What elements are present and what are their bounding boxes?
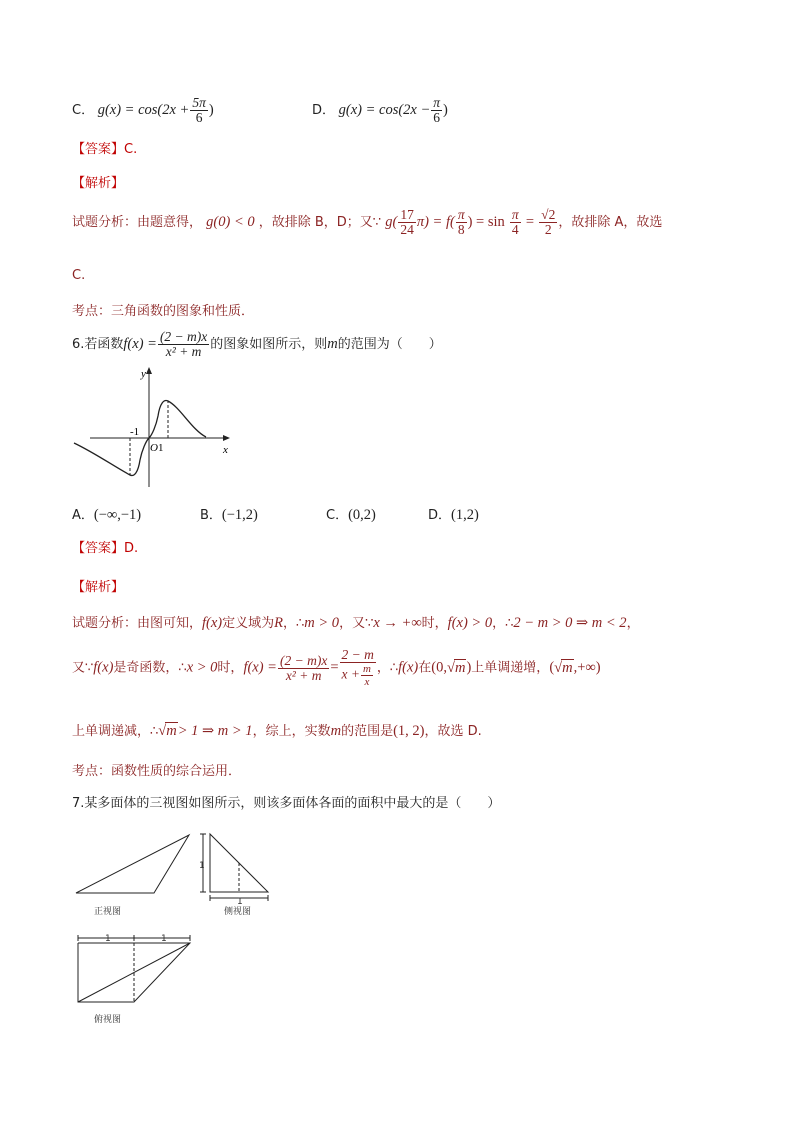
option-value: (−1,2) bbox=[221, 507, 258, 523]
q5-analysis bbox=[72, 208, 662, 237]
frac-den: x² + m bbox=[285, 667, 322, 683]
option-label: C． bbox=[326, 508, 349, 523]
frac-num: 5π bbox=[192, 95, 206, 110]
q5-option-c bbox=[72, 96, 214, 125]
top-dim-label-left: 1 bbox=[105, 934, 111, 944]
analysis-text: ，故选 D. bbox=[424, 724, 482, 739]
q6-analysis-line1 bbox=[72, 612, 640, 632]
analysis-text: 试题分析：由图可知， bbox=[72, 616, 203, 631]
analysis-text: ，∴ bbox=[283, 616, 305, 631]
frac-num: π bbox=[433, 95, 441, 110]
q5-answer bbox=[72, 138, 137, 157]
option-c-label: C． bbox=[72, 102, 95, 118]
side-height-label: 1 bbox=[199, 861, 205, 871]
option-d-frac bbox=[431, 96, 442, 125]
analysis-text: ，∴ bbox=[492, 616, 514, 631]
frac-num: m bbox=[362, 663, 371, 675]
q5-analysis-line2: C. bbox=[72, 268, 86, 283]
frac-den: x² + m bbox=[165, 344, 202, 359]
stem-frac bbox=[158, 330, 209, 359]
analysis-math: f(x) bbox=[93, 659, 114, 676]
frac-den bbox=[340, 663, 376, 688]
frac-den: 24 bbox=[400, 222, 414, 237]
option-d-label: D． bbox=[312, 102, 336, 118]
analysis-math: f(x) bbox=[202, 615, 223, 631]
option-c-lhs: g(x) = cos(2x + bbox=[97, 101, 190, 118]
q7-front-view bbox=[72, 830, 194, 920]
q7-stem: 7.某多面体的三视图如图所示，则该多面体各面的面积中最大的是（ ） bbox=[72, 796, 501, 811]
analysis-math: g(0) < 0 bbox=[206, 214, 255, 230]
analysis-math: R bbox=[274, 615, 284, 631]
q6-analysis-line3 bbox=[72, 720, 482, 740]
one-label: 1 bbox=[158, 442, 164, 454]
stem-text: 的图象如图所示，则 bbox=[210, 337, 328, 352]
q6-option-b bbox=[200, 504, 258, 524]
frac-num: π bbox=[511, 207, 519, 222]
analysis-math: ) bbox=[466, 659, 472, 676]
analysis-text: ，综上，实数 bbox=[252, 724, 331, 739]
analysis-math: π) = f( bbox=[416, 214, 455, 230]
analysis-math: x > 0 bbox=[186, 659, 218, 676]
analysis-text: 试题分析：由题意得， bbox=[72, 215, 203, 230]
analysis-math: f(x) bbox=[398, 659, 419, 676]
analysis-text: ，又∵ bbox=[339, 616, 374, 631]
analysis-math: = bbox=[525, 214, 535, 230]
analysis-math: (0, bbox=[431, 659, 447, 676]
q6-kaodian: 考点：函数性质的综合运用． bbox=[72, 764, 242, 779]
analysis-text: 时， bbox=[421, 616, 448, 631]
front-view-triangle bbox=[76, 835, 189, 893]
analysis-text: ， bbox=[626, 616, 640, 631]
frac-num: 2 − m bbox=[341, 647, 374, 662]
answer-tag: 【答案】 bbox=[72, 541, 125, 556]
stem-math: f(x) = bbox=[123, 336, 157, 352]
q6-analysis-line2 bbox=[72, 648, 601, 688]
x-label: x bbox=[223, 444, 228, 456]
option-value: (−∞,−1) bbox=[93, 507, 142, 523]
q6-analysis-tag: 【解析】 bbox=[72, 580, 125, 595]
q6-option-d bbox=[428, 504, 479, 524]
stem-text: 的范围为（ ） bbox=[337, 337, 442, 352]
q6-answer bbox=[72, 537, 138, 556]
frac-num: (2 − m)x bbox=[159, 329, 208, 344]
answer-value: C. bbox=[124, 142, 138, 157]
y-arrow-icon bbox=[146, 367, 152, 374]
frac-den: 6 bbox=[195, 110, 203, 125]
frac-num: 17 bbox=[400, 207, 414, 222]
q7-side-view bbox=[196, 830, 276, 920]
frac-num: √2 bbox=[541, 207, 556, 222]
q5-kaodian: 考点：三角函数的图象和性质． bbox=[72, 304, 255, 319]
option-d-lhs: g(x) = cos(2x − bbox=[338, 101, 431, 118]
neg1-label: -1 bbox=[130, 426, 140, 438]
analysis-math: ( bbox=[549, 659, 555, 676]
option-d-close: ) bbox=[443, 101, 448, 118]
analysis-math: f(x) > 0 bbox=[447, 615, 493, 631]
q6-function-graph bbox=[70, 365, 240, 490]
y-label: y bbox=[141, 368, 146, 380]
analysis-text: ，故排除 B，D；又∵ bbox=[258, 215, 382, 230]
analysis-math: f(x) = bbox=[243, 659, 277, 676]
analysis-math: m > 0 bbox=[304, 615, 340, 631]
analysis-text: 上单调递减，∴ bbox=[72, 724, 159, 739]
top-view-caption: 俯视图 bbox=[94, 1015, 122, 1025]
x-arrow-icon bbox=[223, 435, 230, 441]
front-view-caption: 正视图 bbox=[94, 907, 122, 917]
q6-stem bbox=[72, 330, 442, 359]
analysis-text: 时， bbox=[217, 660, 244, 676]
analysis-math: ) = sin bbox=[467, 214, 505, 230]
sqrt-expr: √m bbox=[158, 723, 177, 739]
analysis-text: ，∴ bbox=[376, 660, 399, 676]
analysis-math: m bbox=[330, 723, 342, 739]
analysis-math: ,+∞) bbox=[573, 659, 601, 676]
frac-den: 2 bbox=[544, 222, 552, 237]
sqrt-content: m bbox=[166, 723, 177, 739]
analysis-frac bbox=[539, 208, 557, 237]
sqrt-content: m bbox=[454, 659, 466, 676]
analysis-frac bbox=[278, 654, 329, 683]
side-width-label: 1 bbox=[237, 897, 243, 907]
analysis-math: 2 − m > 0 ⇒ m < 2 bbox=[513, 615, 627, 631]
q6-option-c bbox=[326, 504, 376, 524]
frac-den: 4 bbox=[511, 222, 519, 237]
q7-top-view bbox=[72, 932, 196, 1032]
top-dim-label-right: 1 bbox=[161, 934, 167, 944]
frac-den: 6 bbox=[433, 110, 441, 125]
q6-option-a bbox=[72, 504, 141, 524]
analysis-text: 的范围是 bbox=[341, 724, 394, 739]
analysis-frac bbox=[510, 208, 521, 237]
frac-num: π bbox=[457, 207, 465, 222]
analysis-math: > 1 ⇒ m > 1 bbox=[177, 723, 253, 739]
analysis-text: ，故排除 A，故选 bbox=[558, 215, 663, 230]
stem-math: m bbox=[327, 336, 338, 352]
analysis-frac bbox=[398, 208, 416, 237]
side-view-caption: 侧视图 bbox=[224, 907, 252, 917]
analysis-frac bbox=[456, 208, 467, 237]
analysis-math: (1, 2) bbox=[393, 723, 425, 739]
option-label: B． bbox=[200, 508, 222, 523]
analysis-text: 又∵ bbox=[72, 660, 94, 676]
analysis-text: 上单调递增， bbox=[471, 660, 550, 676]
origin-label: O bbox=[150, 442, 158, 454]
analysis-math: g( bbox=[385, 214, 398, 230]
analysis-frac-nested bbox=[340, 648, 376, 688]
frac-num: (2 − m)x bbox=[279, 652, 328, 668]
analysis-text: 定义域为 bbox=[222, 616, 275, 631]
stem-text: 6.若函数 bbox=[72, 337, 124, 352]
answer-tag: 【答案】 bbox=[72, 142, 125, 157]
analysis-text: 在 bbox=[418, 660, 432, 676]
option-value: (1,2) bbox=[451, 507, 479, 523]
frac-den: x bbox=[364, 676, 370, 688]
option-c-close: ) bbox=[208, 101, 214, 118]
answer-value: D. bbox=[124, 541, 139, 556]
sqrt-expr: √m bbox=[554, 659, 573, 676]
option-c-frac bbox=[190, 96, 208, 125]
option-label: A． bbox=[72, 508, 94, 523]
option-label: D． bbox=[428, 508, 452, 523]
analysis-math: x → +∞ bbox=[373, 615, 422, 631]
sqrt-expr: √m bbox=[447, 659, 466, 676]
q5-option-d bbox=[312, 96, 448, 125]
analysis-text: 是奇函数，∴ bbox=[113, 660, 187, 676]
inner-frac bbox=[361, 663, 373, 688]
analysis-math: = bbox=[330, 659, 339, 676]
frac-den: 8 bbox=[457, 222, 465, 237]
sqrt-content: m bbox=[562, 659, 573, 676]
option-value: (0,2) bbox=[348, 507, 376, 523]
den-part: x + bbox=[341, 666, 360, 682]
q5-analysis-tag: 【解析】 bbox=[72, 176, 125, 191]
